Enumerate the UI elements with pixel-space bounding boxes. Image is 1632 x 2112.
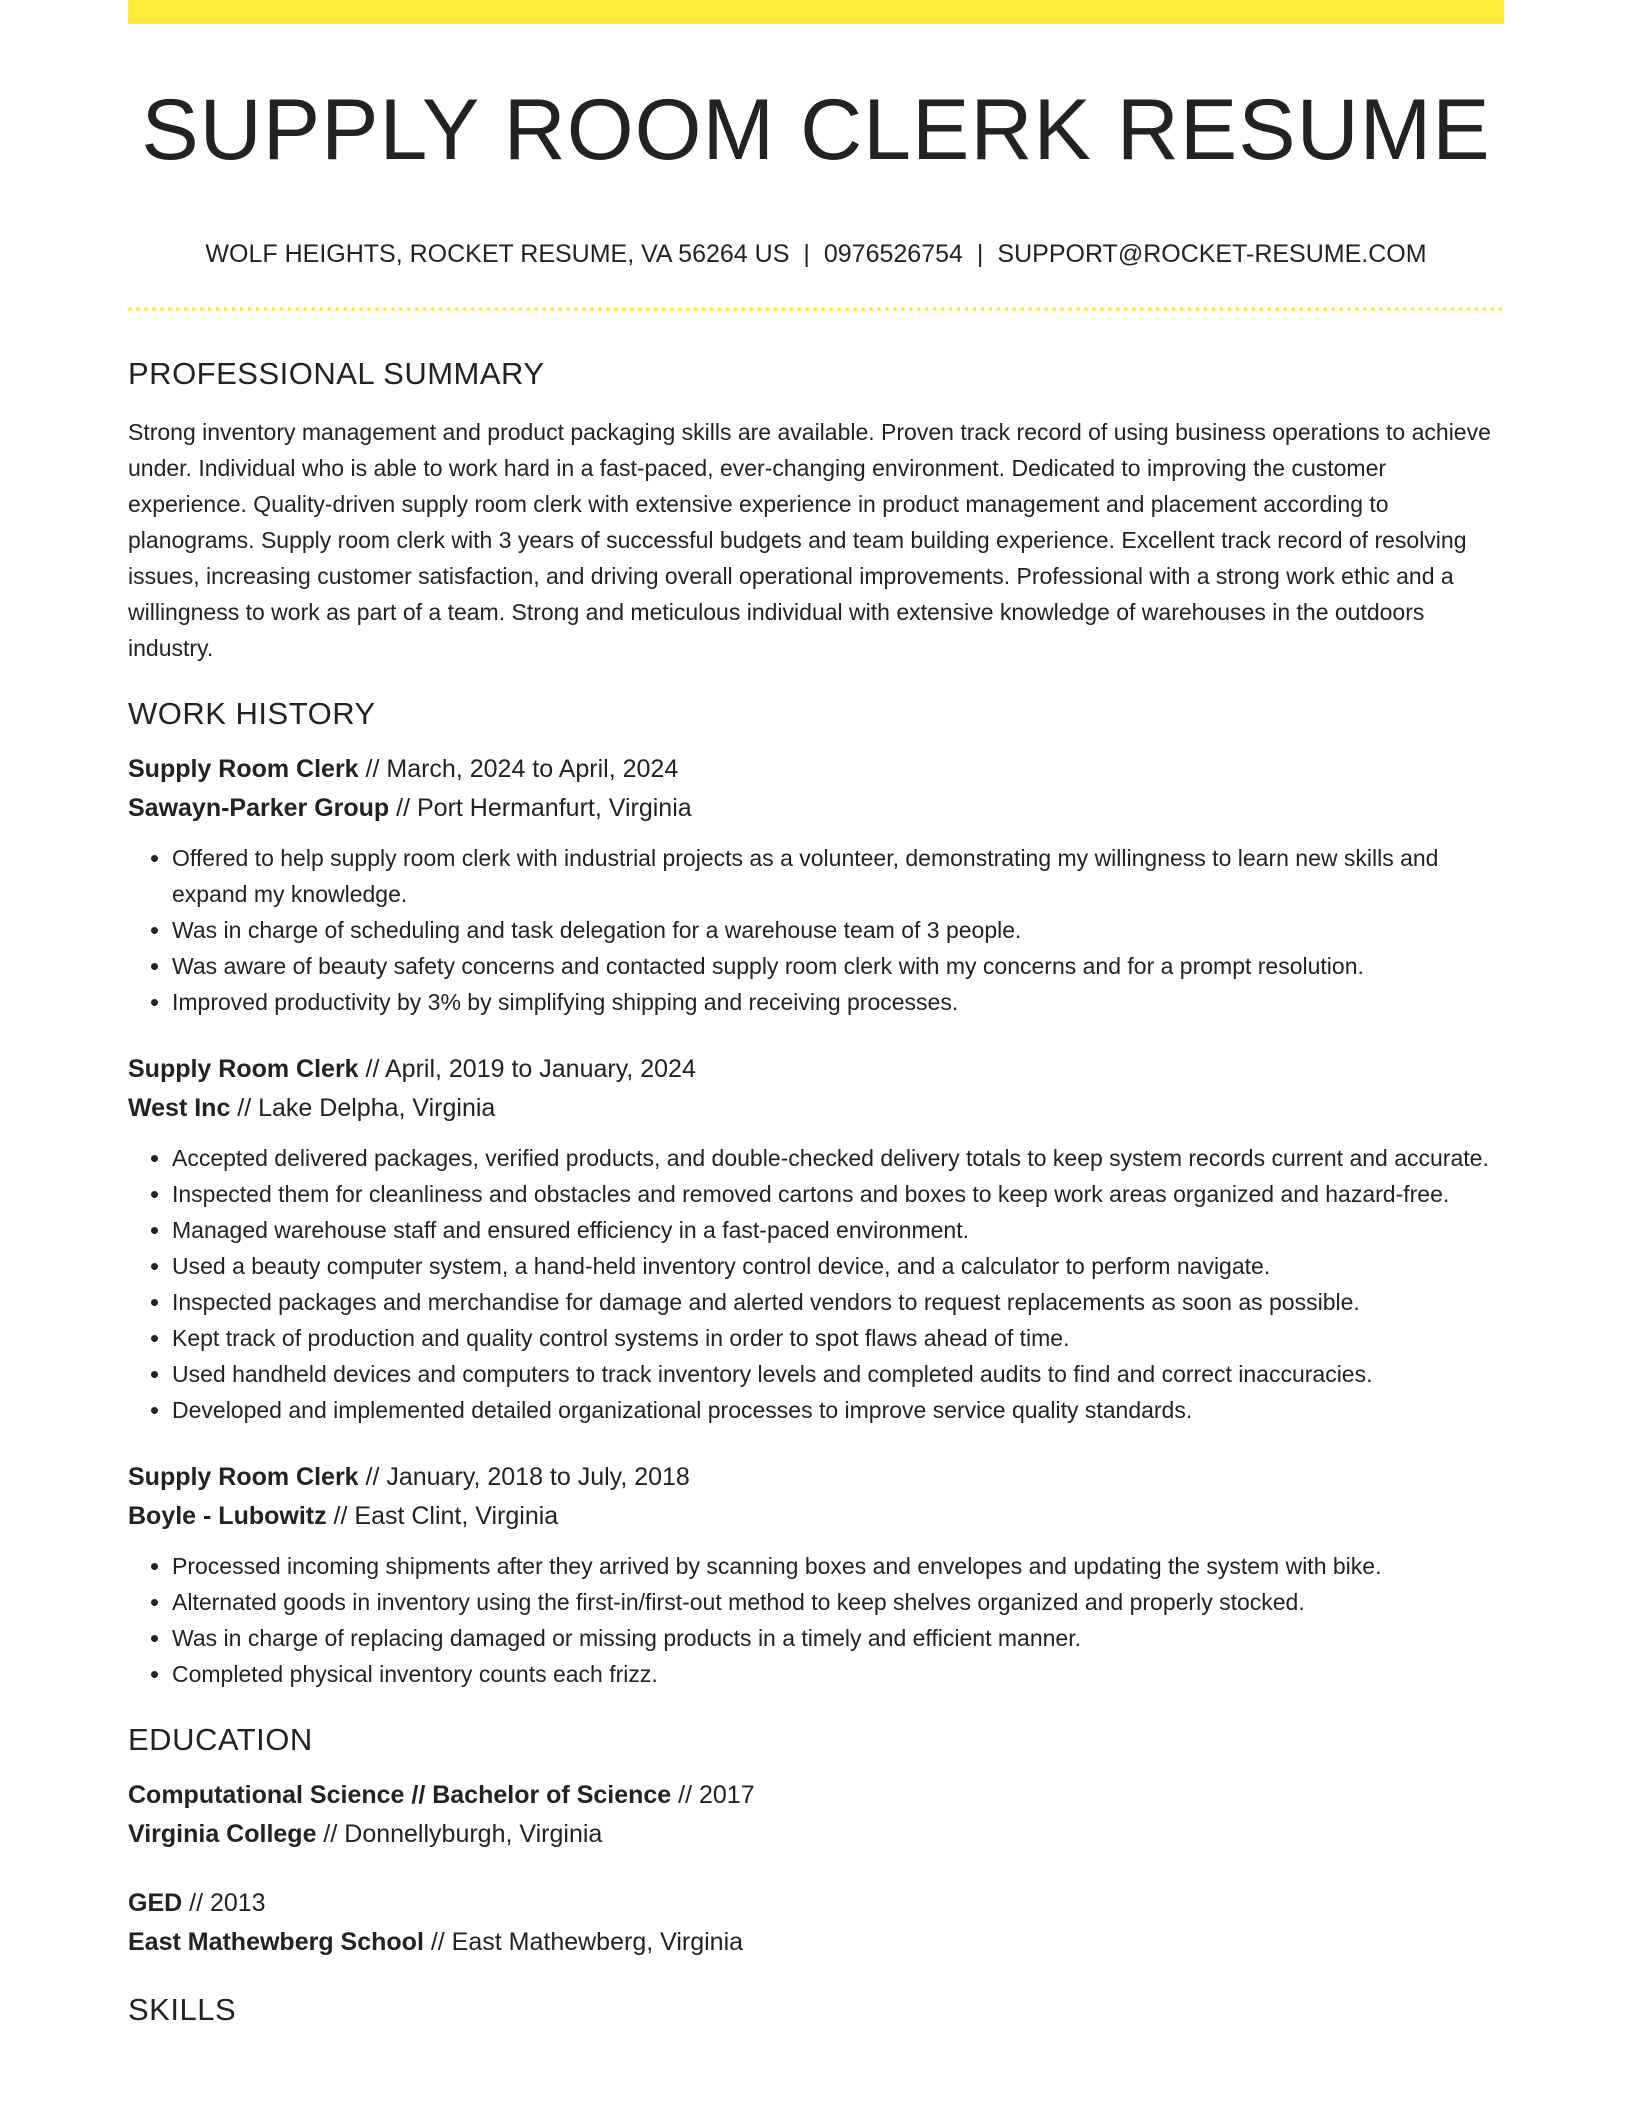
job-title: Supply Room Clerk [128, 1055, 359, 1083]
summary-heading: PROFESSIONAL SUMMARY [128, 356, 545, 391]
list-item: • Used a beauty computer system, a hand-held inventory control device, and a calculator to perform navigate. [172, 1248, 1504, 1284]
job-title-line [128, 750, 1504, 789]
skills-section [128, 1988, 1504, 2032]
work-history-section [128, 692, 1504, 1692]
school-name: East Mathewberg School [128, 1928, 424, 1956]
list-item: • Used handheld devices and computers to track inventory levels and completed audits to find and correct inaccuracies. [172, 1356, 1504, 1392]
job-title: Supply Room Clerk [128, 755, 359, 783]
list-item: • Improved productivity by 3% by simplifying shipping and receiving processes. [172, 984, 1504, 1020]
contact-separator: | [803, 240, 810, 268]
contact-separator: | [976, 240, 984, 268]
summary-text: Strong inventory management and product packaging skills are available. Proven track record of using business operations to achieve under. Individual who is able to work hard in a fast-paced, ever-changing environment. Dedicated to improving the customer experience. Quality-driven supply room clerk with extensive experience in product management and placement according to planograms. Supply room clerk with 3 years of successful budgets and team building experience. Excellent track record of resolving issues, increasing customer satisfaction, and driving overall operational improvements. Professional with a strong work ethic and a willingness to work as part of a team. Strong and meticulous individual with extensive knowledge of warehouses in the outdoors industry. [128, 419, 1491, 661]
list-item: • Offered to help supply room clerk with industrial projects as a volunteer, demonstrating my willingness to learn new skills and expand my knowledge. [172, 840, 1504, 912]
degree: Computational Science // Bachelor of Science [128, 1781, 672, 1809]
job-bullets [128, 1140, 1504, 1428]
job-location: // Port Hermanfurt, Virginia [389, 794, 692, 822]
resume-title: SUPPLY ROOM CLERK RESUME [141, 82, 1491, 178]
job-bullets [128, 840, 1504, 1020]
job-dates: // April, 2019 to January, 2024 [358, 1055, 696, 1083]
school-name: Virginia College [128, 1820, 317, 1848]
degree-line [128, 1884, 1504, 1923]
contact-address: WOLF HEIGHTS, ROCKET RESUME, VA 56264 US [205, 240, 790, 268]
summary-section [128, 352, 1504, 666]
education-section [128, 1718, 1504, 1962]
list-item: • Accepted delivered packages, verified products, and double-checked delivery totals to keep system records current and accurate. [172, 1140, 1504, 1176]
contact-phone: 0976526754 [823, 240, 963, 268]
list-item: • Developed and implemented detailed organizational processes to improve service quality standards. [172, 1392, 1504, 1428]
list-item: • Was in charge of scheduling and task delegation for a warehouse team of 3 people. [172, 912, 1504, 948]
resume-content [128, 352, 1504, 2032]
graduation-year: // 2013 [182, 1889, 266, 1917]
school-location: // East Mathewberg, Virginia [423, 1928, 744, 1956]
job-title-line [128, 1458, 1504, 1497]
list-item: • Inspected them for cleanliness and obstacles and removed cartons and boxes to keep work areas organized and hazard-free. [172, 1176, 1504, 1212]
job-entry [128, 750, 1504, 1020]
contact-line [128, 238, 1504, 270]
job-company: Sawayn-Parker Group [128, 794, 390, 822]
contact-email[interactable]: SUPPORT@ROCKET-RESUME.COM [997, 240, 1427, 268]
work-history-heading: WORK HISTORY [128, 696, 376, 731]
job-entry [128, 1050, 1504, 1428]
degree: GED [128, 1889, 183, 1917]
school-line [128, 1815, 1504, 1854]
list-item: • Managed warehouse staff and ensured efficiency in a fast-paced environment. [172, 1212, 1504, 1248]
job-company-line [128, 1089, 1504, 1128]
job-dates: // March, 2024 to April, 2024 [358, 755, 679, 783]
job-company-line [128, 789, 1504, 828]
job-dates: // January, 2018 to July, 2018 [358, 1463, 690, 1491]
job-company: West Inc [128, 1094, 231, 1122]
job-company: Boyle - Lubowitz [128, 1502, 327, 1530]
list-item: • Was in charge of replacing damaged or missing products in a timely and efficient manner. [172, 1620, 1504, 1656]
school-line [128, 1923, 1504, 1962]
education-entry [128, 1884, 1504, 1962]
list-item: • Alternated goods in inventory using the first-in/first-out method to keep shelves organized and properly stocked. [172, 1584, 1504, 1620]
education-entry [128, 1776, 1504, 1854]
list-item: • Inspected packages and merchandise for damage and alerted vendors to request replacements as soon as possible. [172, 1284, 1504, 1320]
job-location: // East Clint, Virginia [326, 1502, 559, 1530]
graduation-year: // 2017 [671, 1781, 755, 1809]
degree-line [128, 1776, 1504, 1815]
job-company-line [128, 1497, 1504, 1536]
skills-heading: SKILLS [128, 1992, 237, 2027]
top-accent-bar [128, 0, 1504, 24]
school-location: // Donnellyburgh, Virginia [316, 1820, 603, 1848]
list-item: • Completed physical inventory counts each frizz. [172, 1656, 1504, 1692]
job-title-line [128, 1050, 1504, 1089]
list-item: • Kept track of production and quality control systems in order to spot flaws ahead of time. [172, 1320, 1504, 1356]
job-location: // Lake Delpha, Virginia [230, 1094, 496, 1122]
dotted-divider [128, 307, 1504, 311]
education-heading: EDUCATION [128, 1722, 313, 1757]
job-title: Supply Room Clerk [128, 1463, 359, 1491]
job-entry [128, 1458, 1504, 1692]
list-item: • Was aware of beauty safety concerns and contacted supply room clerk with my concerns and for a prompt resolution. [172, 948, 1504, 984]
list-item: • Processed incoming shipments after they arrived by scanning boxes and envelopes and updating the system with bike. [172, 1548, 1504, 1584]
job-bullets [128, 1548, 1504, 1692]
